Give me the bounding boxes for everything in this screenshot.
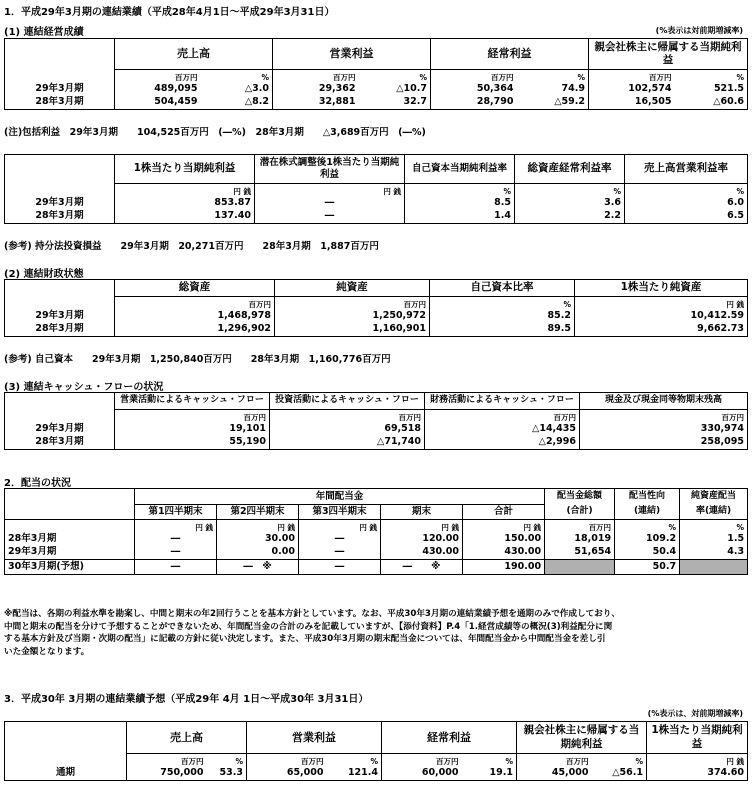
value-cell: 6.5 bbox=[625, 210, 748, 224]
value-cell: 10,412.59 bbox=[575, 309, 748, 323]
header-doe-sub: 率(連結) bbox=[680, 505, 748, 520]
value-cell: ― bbox=[135, 532, 217, 546]
unit-cell: 百万円 bbox=[517, 754, 592, 766]
value-cell: 51,654 bbox=[545, 546, 615, 560]
header-op-margin: 売上高営業利益率 bbox=[625, 155, 748, 184]
unit-cell: 円 銭 bbox=[463, 520, 545, 532]
value-cell: 45,000 bbox=[517, 766, 592, 781]
fc-header-net-income: 親会社株主に帰属する当期純利益 bbox=[517, 722, 647, 754]
value-cell: △8.2 bbox=[201, 96, 273, 110]
value-cell: 18,019 bbox=[545, 532, 615, 546]
unit-cell: 百万円 bbox=[270, 410, 425, 422]
value-cell: 74.9 bbox=[517, 82, 589, 96]
financial-position-heading: (2) 連結財政状態 bbox=[4, 269, 84, 280]
value-cell: ― ※ bbox=[217, 560, 299, 575]
value-cell: ― bbox=[299, 532, 381, 546]
unit-cell: 円 銭 bbox=[647, 754, 748, 766]
value-cell: 50,364 bbox=[431, 82, 517, 96]
header-net-income: 親会社株主に帰属する当期純利益 bbox=[589, 39, 748, 70]
value-cell: 19.1 bbox=[462, 766, 517, 781]
value-cell: △2,996 bbox=[425, 436, 580, 450]
value-cell: 19,101 bbox=[115, 422, 270, 436]
header-bps: 1株当たり純資産 bbox=[575, 280, 748, 297]
unit-cell: 百万円 bbox=[382, 754, 462, 766]
value-cell: ― bbox=[135, 546, 217, 560]
row-label: 30年3月期(予想) bbox=[5, 560, 135, 575]
unit-cell: 百万円 bbox=[275, 297, 430, 309]
unit-cell: % bbox=[359, 70, 431, 82]
header-q1: 第1四半期末 bbox=[135, 505, 217, 520]
header-cash-balance: 現金及び現金同等物期末残高 bbox=[580, 393, 748, 410]
per-share-table bbox=[4, 154, 748, 224]
value-cell: 150.00 bbox=[463, 532, 545, 546]
fc-header-sales: 売上高 bbox=[127, 722, 247, 754]
value-cell: 750,000 bbox=[127, 766, 207, 781]
unit-cell: % bbox=[515, 184, 625, 196]
shaded-cell bbox=[680, 560, 748, 575]
cashflow-table bbox=[4, 392, 748, 450]
unit-cell: 百万円 bbox=[431, 70, 517, 82]
unit-cell: 百万円 bbox=[545, 520, 615, 532]
unit-cell: 百万円 bbox=[127, 754, 207, 766]
unit-cell: % bbox=[207, 754, 247, 766]
equity-method-note: (参考) 持分法投資損益 29年3月期 20,271百万円 28年3月期 1,887百万円 bbox=[4, 241, 379, 252]
value-cell: ― bbox=[135, 560, 217, 575]
dividend-policy-note bbox=[4, 608, 620, 658]
operating-results-heading: (1) 連結経営成績 bbox=[4, 27, 84, 38]
value-cell: 32,881 bbox=[273, 96, 359, 110]
value-cell: 60,000 bbox=[382, 766, 462, 781]
value-cell: 4.3 bbox=[680, 546, 748, 560]
header-ordinary-income: 経常利益 bbox=[431, 39, 589, 70]
row-label: 29年3月期 bbox=[5, 309, 115, 323]
unit-cell: 百万円 bbox=[425, 410, 580, 422]
unit-cell: % bbox=[592, 754, 647, 766]
value-cell: 374.60 bbox=[647, 766, 748, 781]
unit-cell: 円 銭 bbox=[135, 520, 217, 532]
unit-cell: % bbox=[201, 70, 273, 82]
row-label: 29年3月期 bbox=[5, 422, 115, 436]
value-cell: ― bbox=[255, 210, 405, 224]
unit-cell: % bbox=[675, 70, 748, 82]
header-payout-ratio-sub: (連結) bbox=[615, 505, 680, 520]
value-cell: △10.7 bbox=[359, 82, 431, 96]
row-label: 29年3月期 bbox=[5, 546, 135, 560]
note-line: ※配当は、各期の利益水準を勘案し、中間と期末の年2回行うことを基本方針としています。なお、平成30年3月期の連結業績予想を通期のみで作成しており、 bbox=[4, 609, 620, 619]
header-net-assets: 純資産 bbox=[275, 280, 430, 297]
value-cell: 85.2 bbox=[430, 309, 575, 323]
unit-cell: 百万円 bbox=[115, 410, 270, 422]
header-roa: 総資産経常利益率 bbox=[515, 155, 625, 184]
value-cell: 504,459 bbox=[115, 96, 201, 110]
value-cell: 89.5 bbox=[430, 323, 575, 337]
value-cell: 55,190 bbox=[115, 436, 270, 450]
value-cell: 1,250,972 bbox=[275, 309, 430, 323]
forecast-table bbox=[4, 721, 748, 781]
operating-results-table bbox=[4, 38, 748, 110]
note-line: 中間と期末の配当を分けて予想することができないため、年間配当金の合計のみを記載していますが、【添付資料】P.4「1.経営成績等の概況(3)利益配分に関 bbox=[4, 621, 613, 632]
value-cell: 69,518 bbox=[270, 422, 425, 436]
value-cell: 8.5 bbox=[405, 196, 515, 210]
value-cell: 1,468,978 bbox=[115, 309, 275, 323]
value-cell: 29,362 bbox=[273, 82, 359, 96]
value-cell: 28,790 bbox=[431, 96, 517, 110]
row-label: 28年3月期 bbox=[5, 532, 135, 546]
section1-title: 1．平成29年3月期の連結業績（平成28年4月1日～平成29年3月31日） bbox=[4, 7, 335, 18]
value-cell: 1,160,901 bbox=[275, 323, 430, 337]
value-cell: 489,095 bbox=[115, 82, 201, 96]
cashflow-heading: (3) 連結キャッシュ・フローの状況 bbox=[4, 382, 164, 393]
value-cell: ― bbox=[299, 546, 381, 560]
header-q2: 第2四半期末 bbox=[217, 505, 299, 520]
unit-cell: 円 銭 bbox=[299, 520, 381, 532]
value-cell: 1,296,902 bbox=[115, 323, 275, 337]
row-label: 28年3月期 bbox=[5, 436, 115, 450]
value-cell: 0.00 bbox=[217, 546, 299, 560]
header-total: 合計 bbox=[463, 505, 545, 520]
value-cell: 53.3 bbox=[207, 766, 247, 781]
value-cell: 853.87 bbox=[115, 196, 255, 210]
value-cell: 430.00 bbox=[463, 546, 545, 560]
equity-capital-note: (参考) 自己資本 29年3月期 1,250,840百万円 28年3月期 1,160,776百万円 bbox=[4, 354, 391, 365]
unit-cell: 百万円 bbox=[115, 297, 275, 309]
header-total-dividend: 配当金総額 bbox=[545, 489, 615, 505]
value-cell: 2.2 bbox=[515, 210, 625, 224]
unit-cell: 円 銭 bbox=[217, 520, 299, 532]
fc-header-ordinary-income: 経常利益 bbox=[382, 722, 517, 754]
header-operating-income: 営業利益 bbox=[273, 39, 431, 70]
value-cell: 30.00 bbox=[217, 532, 299, 546]
value-cell: △56.1 bbox=[592, 766, 647, 781]
value-cell: 6.0 bbox=[625, 196, 748, 210]
value-cell: 190.00 bbox=[463, 560, 545, 575]
forecast-title: 3．平成30年 3月期の連結業績予想（平成29年 4月 1日～平成30年 3月31日） bbox=[4, 694, 369, 705]
header-q3: 第3四半期末 bbox=[299, 505, 381, 520]
pct-note: (%表示は対前期増減率) bbox=[655, 26, 743, 35]
unit-cell: 百万円 bbox=[273, 70, 359, 82]
value-cell: 521.5 bbox=[675, 82, 748, 96]
annual-dividend-header: 年間配当金 bbox=[135, 489, 545, 505]
financial-position-table bbox=[4, 279, 748, 337]
row-label: 29年3月期 bbox=[5, 196, 115, 210]
value-cell: 109.2 bbox=[615, 532, 680, 546]
unit-cell: % bbox=[405, 184, 515, 196]
value-cell: △59.2 bbox=[517, 96, 589, 110]
value-cell: △60.6 bbox=[675, 96, 748, 110]
unit-cell: % bbox=[615, 520, 680, 532]
unit-cell: 百万円 bbox=[589, 70, 675, 82]
value-cell: 120.00 bbox=[381, 532, 463, 546]
unit-cell: 円 銭 bbox=[575, 297, 748, 309]
unit-cell: % bbox=[625, 184, 748, 196]
header-equity-ratio: 自己資本比率 bbox=[430, 280, 575, 297]
note-line: する基本方針及び当期・次期の配当」に記載の方針に従い決定します。また、平成30年3月期の期末配当金については、年間配当金から中間配当金を差し引 bbox=[4, 634, 606, 644]
unit-cell: % bbox=[430, 297, 575, 309]
dividends-table bbox=[4, 488, 748, 575]
unit-cell: 円 銭 bbox=[381, 520, 463, 532]
value-cell: 50.7 bbox=[615, 560, 680, 575]
value-cell: 121.4 bbox=[327, 766, 382, 781]
value-cell: 9,662.73 bbox=[575, 323, 748, 337]
header-total-dividend-sub: (合計) bbox=[545, 505, 615, 520]
shaded-cell bbox=[545, 560, 615, 575]
row-label: 通期 bbox=[5, 766, 127, 781]
value-cell: 430.00 bbox=[381, 546, 463, 560]
unit-cell: % bbox=[680, 520, 748, 532]
value-cell: 3.6 bbox=[515, 196, 625, 210]
value-cell: 1.4 bbox=[405, 210, 515, 224]
unit-cell: % bbox=[462, 754, 517, 766]
header-year-end: 期末 bbox=[381, 505, 463, 520]
unit-cell: 円 銭 bbox=[255, 184, 405, 196]
note-line: いた金額となります。 bbox=[4, 646, 90, 657]
value-cell: 1.5 bbox=[680, 532, 748, 546]
comprehensive-income-note: (注)包括利益 29年3月期 104,525百万円 (―%) 28年3月期 △3,689百万円 (―%) bbox=[4, 127, 426, 138]
value-cell: ― ※ bbox=[381, 560, 463, 575]
header-eps: 1株当たり当期純利益 bbox=[115, 155, 255, 184]
header-payout-ratio: 配当性向 bbox=[615, 489, 680, 505]
header-operating-cf: 営業活動によるキャッシュ・フロー bbox=[115, 393, 270, 410]
row-label: 28年3月期 bbox=[5, 96, 115, 110]
value-cell: △71,740 bbox=[270, 436, 425, 450]
value-cell: 137.40 bbox=[115, 210, 255, 224]
dividends-title: 2．配当の状況 bbox=[4, 478, 71, 489]
header-doe: 純資産配当 bbox=[680, 489, 748, 505]
fc-header-eps: 1株当たり当期純利益 bbox=[647, 722, 748, 754]
value-cell: 258,095 bbox=[580, 436, 748, 450]
value-cell: 65,000 bbox=[247, 766, 327, 781]
header-investing-cf: 投資活動によるキャッシュ・フロー bbox=[270, 393, 425, 410]
unit-cell: 百万円 bbox=[580, 410, 748, 422]
value-cell: △14,435 bbox=[425, 422, 580, 436]
header-sales: 売上高 bbox=[115, 39, 273, 70]
value-cell: 50.4 bbox=[615, 546, 680, 560]
header-financing-cf: 財務活動によるキャッシュ・フロー bbox=[425, 393, 580, 410]
row-label: 28年3月期 bbox=[5, 210, 115, 224]
unit-cell: 円 銭 bbox=[115, 184, 255, 196]
value-cell: ― bbox=[255, 196, 405, 210]
unit-cell: 百万円 bbox=[247, 754, 327, 766]
value-cell: 32.7 bbox=[359, 96, 431, 110]
row-label: 28年3月期 bbox=[5, 323, 115, 337]
row-label: 29年3月期 bbox=[5, 82, 115, 96]
fc-header-operating-income: 営業利益 bbox=[247, 722, 382, 754]
header-diluted-eps: 潜在株式調整後1株当たり当期純利益 bbox=[255, 155, 405, 184]
value-cell: ― bbox=[299, 560, 381, 575]
value-cell: 330,974 bbox=[580, 422, 748, 436]
header-roe: 自己資本当期純利益率 bbox=[405, 155, 515, 184]
unit-cell: 百万円 bbox=[115, 70, 201, 82]
value-cell: 16,505 bbox=[589, 96, 675, 110]
value-cell: △3.0 bbox=[201, 82, 273, 96]
value-cell: 102,574 bbox=[589, 82, 675, 96]
unit-cell: % bbox=[327, 754, 382, 766]
unit-cell: % bbox=[517, 70, 589, 82]
forecast-pct-note: (%表示は、対前期増減率) bbox=[647, 709, 743, 718]
header-total-assets: 総資産 bbox=[115, 280, 275, 297]
